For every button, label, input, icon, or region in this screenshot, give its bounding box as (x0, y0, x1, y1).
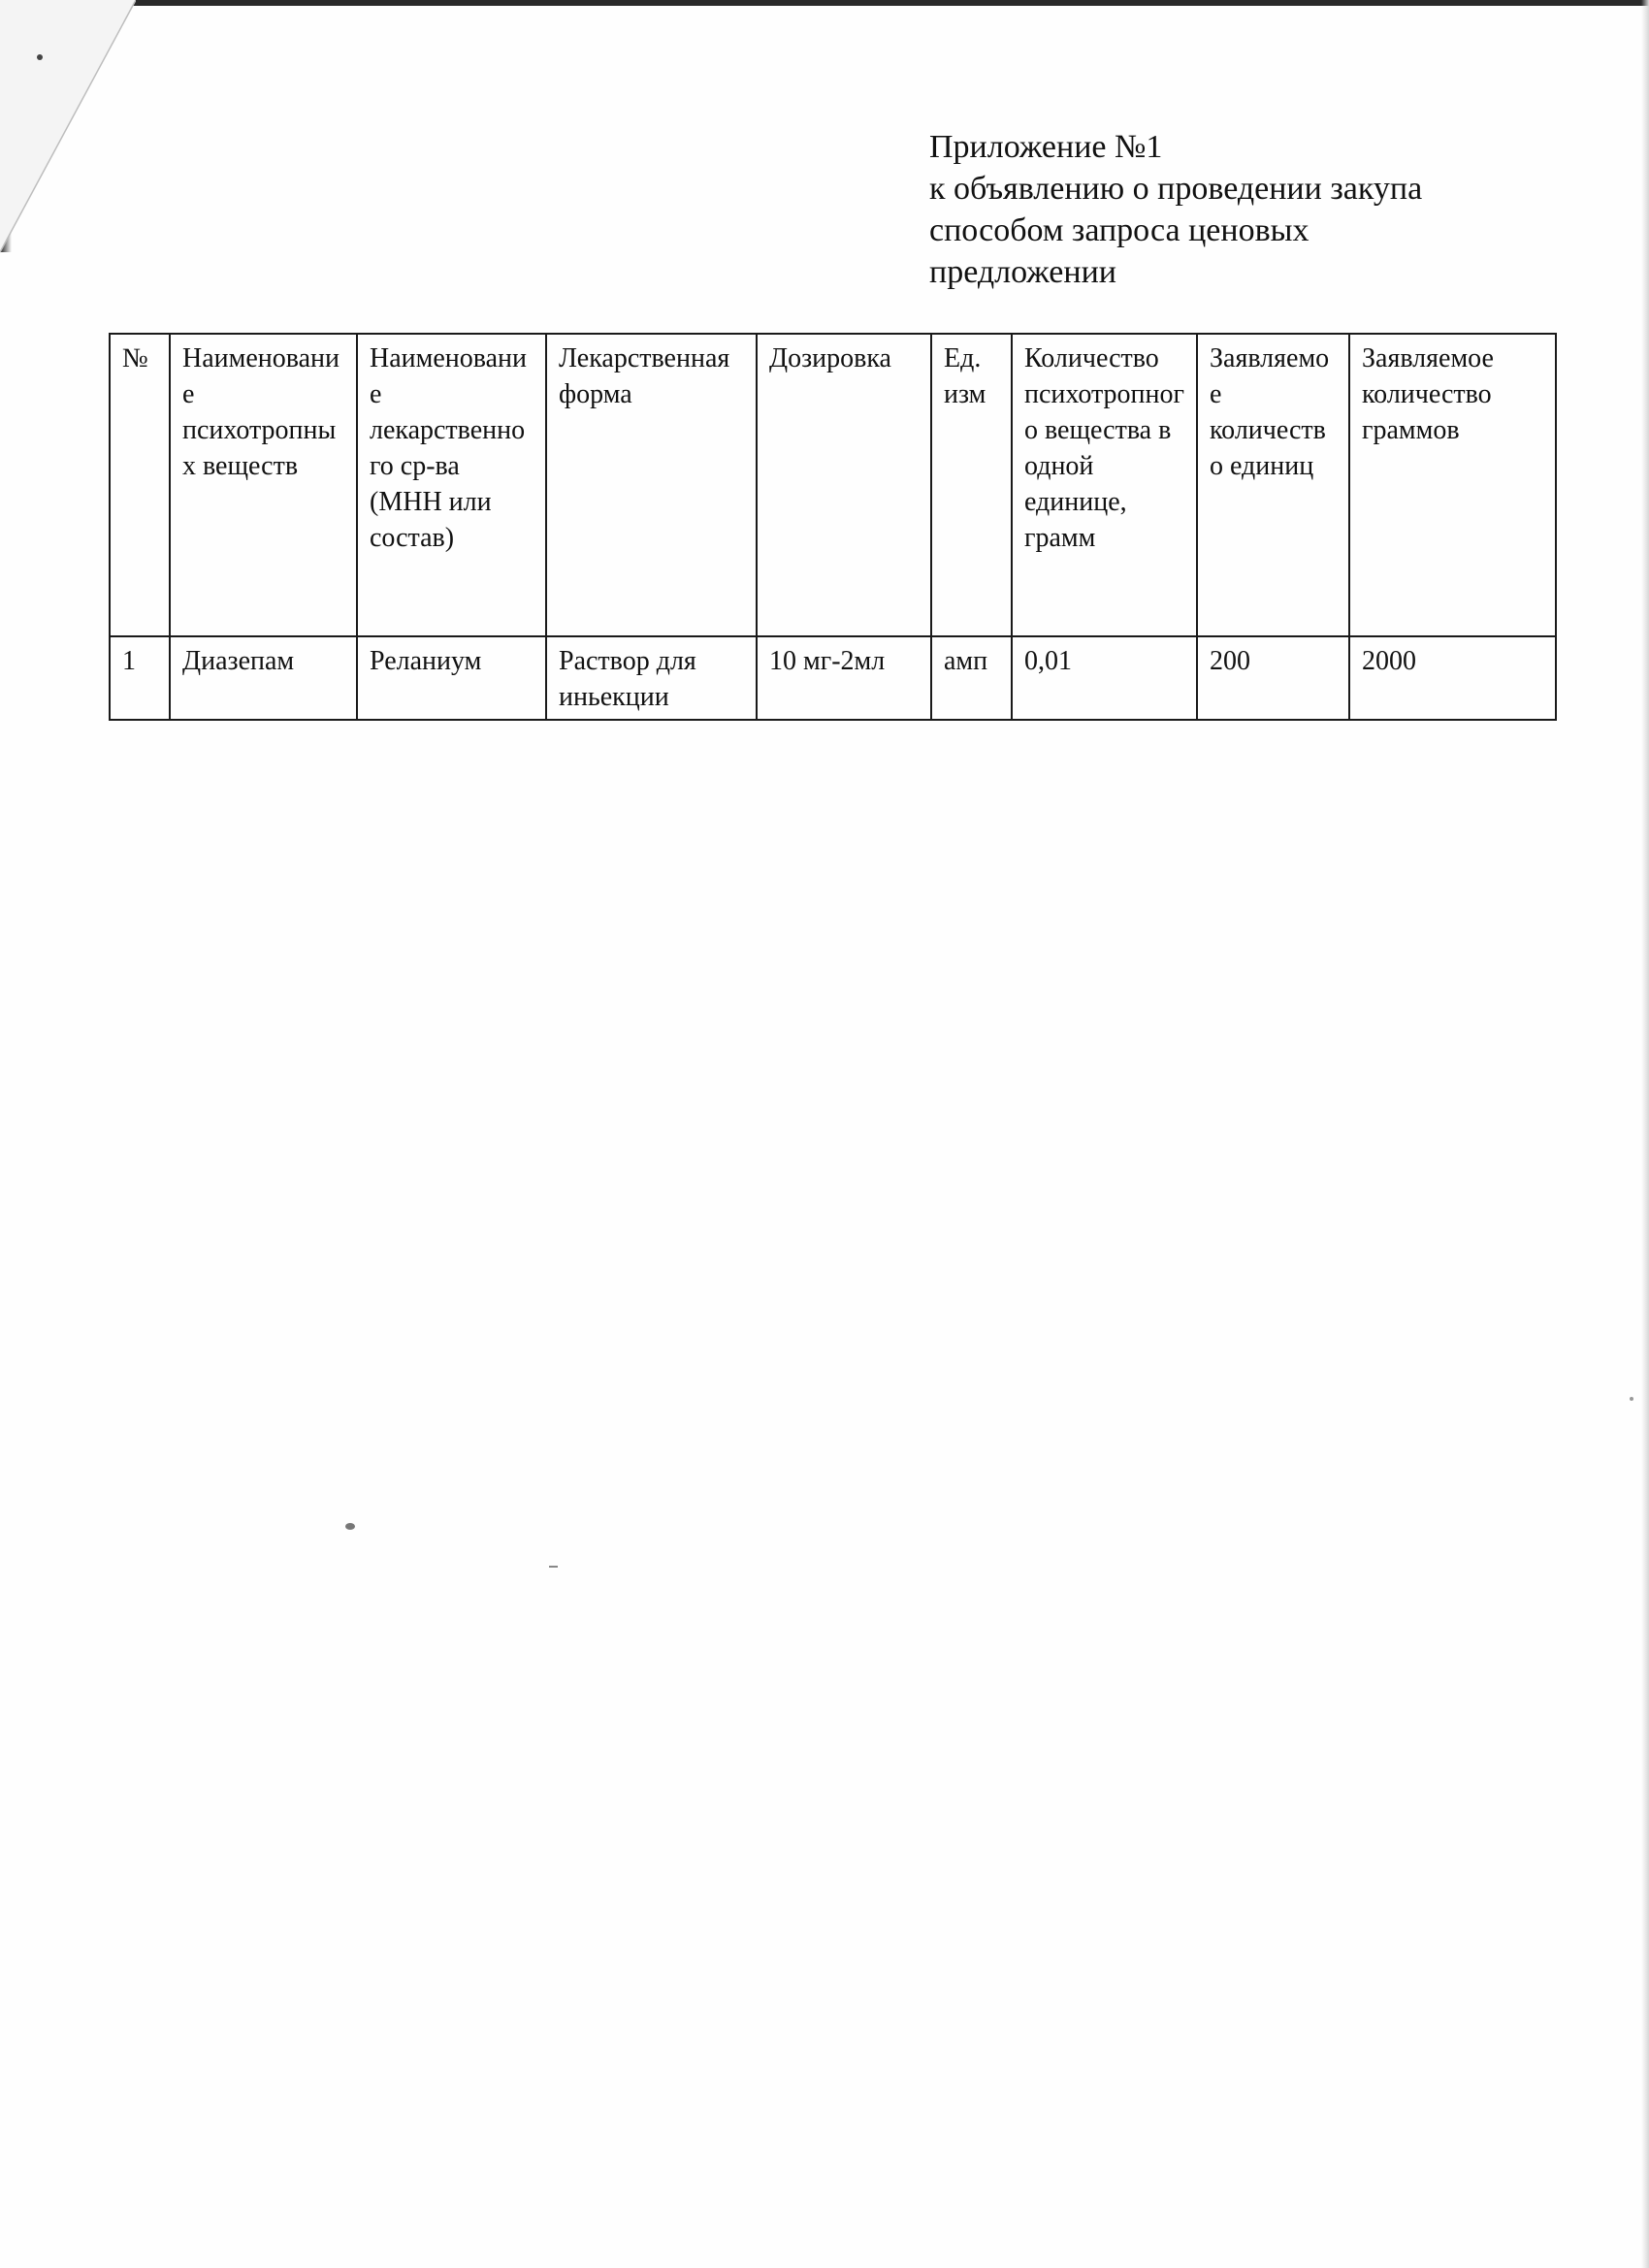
procurement-table (109, 333, 1557, 721)
appendix-subtitle-line: предложении (929, 254, 1116, 290)
scan-edge-right (1641, 0, 1649, 2268)
header-dosage-form: Лекарственная форма (546, 334, 757, 636)
scan-speck (37, 54, 43, 60)
cell-drug-name: Реланиум (357, 636, 546, 720)
header-drug-name: Наименование лекарственного ср-ва (МНН или состав) (357, 334, 546, 636)
cell-declared-units: 200 (1197, 636, 1349, 720)
header-substance-per-unit: Количество психотропного вещества в одной единице, грамм (1012, 334, 1197, 636)
header-declared-grams: Заявляемое количество граммов (1349, 334, 1556, 636)
scan-fold-artifact (0, 0, 136, 291)
appendix-header (929, 126, 1550, 293)
cell-dosage-form: Раствор для иньекции (546, 636, 757, 720)
scan-edge-top (0, 0, 1649, 6)
scan-speck (345, 1523, 355, 1530)
table-header-row (110, 334, 1556, 636)
appendix-subtitle-line: способом запроса ценовых (929, 212, 1310, 248)
header-unit: Ед. изм (931, 334, 1012, 636)
header-dosage: Дозировка (757, 334, 931, 636)
header-number: № (110, 334, 170, 636)
scan-speck (549, 1566, 558, 1568)
cell-declared-grams: 2000 (1349, 636, 1556, 720)
table-row (110, 636, 1556, 720)
cell-dosage: 10 мг-2мл (757, 636, 931, 720)
scan-edge-left (0, 0, 12, 252)
header-substance-name: Наименование психотропных веществ (170, 334, 357, 636)
cell-substance-per-unit: 0,01 (1012, 636, 1197, 720)
cell-number: 1 (110, 636, 170, 720)
appendix-subtitle-line: к объявлению о проведении закупа (929, 171, 1423, 207)
scan-speck (1630, 1397, 1633, 1401)
cell-substance-name: Диазепам (170, 636, 357, 720)
appendix-title: Приложение №1 (929, 129, 1163, 165)
cell-unit: амп (931, 636, 1012, 720)
header-declared-units: Заявляемое количество единиц (1197, 334, 1349, 636)
